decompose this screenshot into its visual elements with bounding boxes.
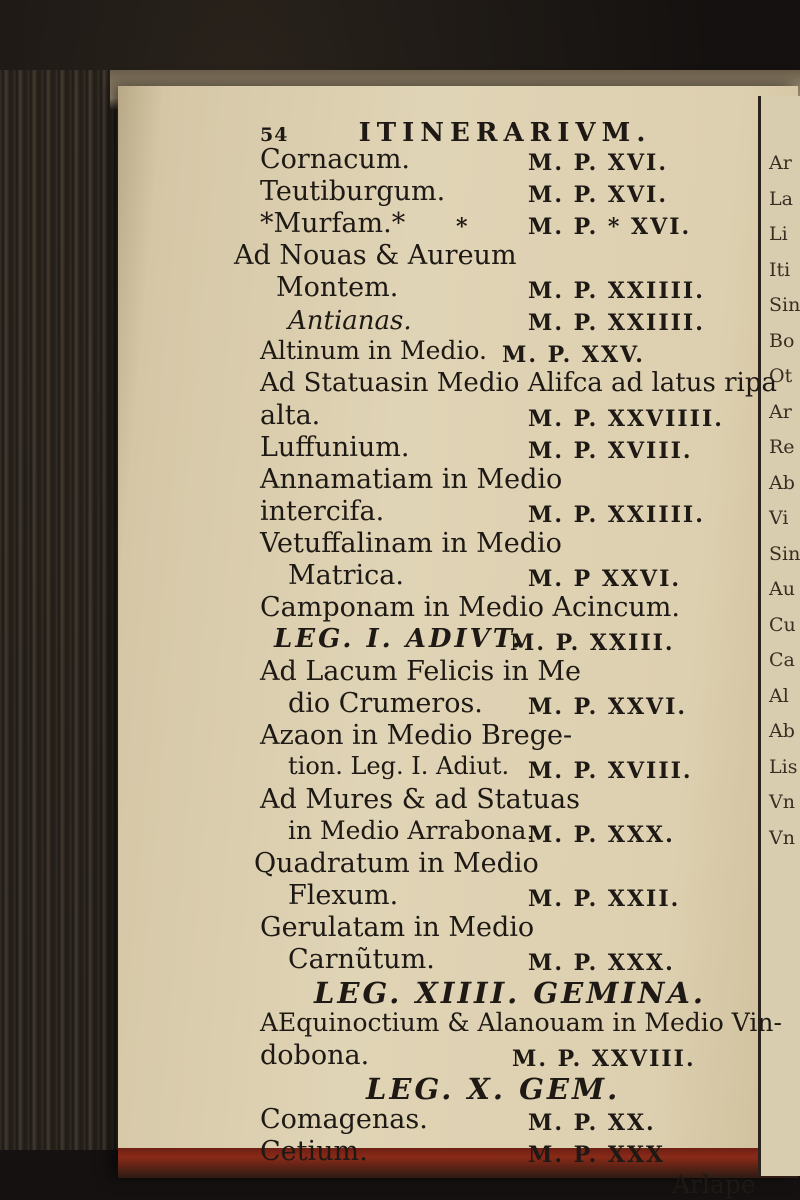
- entry-bregetion: [288, 752, 509, 780]
- next-page-fragment: Al: [769, 684, 789, 707]
- entry-annamatiam: [260, 464, 562, 495]
- place-name: Flexum.: [288, 880, 399, 911]
- next-page-fragment: Ar: [769, 400, 792, 423]
- next-page-fragment: Vn: [769, 826, 795, 849]
- place-name: Comagenas.: [260, 1104, 428, 1135]
- place-name: Ad Lacum Felicis in Me: [260, 656, 582, 687]
- next-page-fragment: Lis: [769, 755, 798, 778]
- distance: M. P. XVI.: [528, 150, 668, 176]
- place-name: in Medio Arrabona.: [288, 816, 535, 845]
- place-name: Luffunium.: [260, 432, 410, 463]
- place-name: Teutiburgum.: [260, 176, 446, 207]
- entry-aequinoctium: [260, 1008, 782, 1037]
- entry-ad-lacum: [260, 656, 581, 687]
- place-name: Cornacum.: [260, 144, 411, 175]
- place-name: Cetium.: [260, 1136, 368, 1167]
- entry-crumeros: [288, 688, 483, 719]
- entry-quadratum: [254, 848, 539, 879]
- entry-carnutum: [288, 944, 435, 975]
- entry-flexum: [288, 880, 398, 911]
- distance: M. P. XXVIIII.: [528, 406, 724, 432]
- place-name: intercifa.: [260, 496, 385, 527]
- distance: M. P. XXIII.: [510, 630, 675, 656]
- place-name: Matrica.: [288, 560, 404, 591]
- entry-leg-x: [366, 1072, 620, 1106]
- entry-luffunium: [260, 432, 410, 463]
- distance: M. P. XXVIII.: [512, 1046, 696, 1072]
- legion-heading: LEG. X. GEM.: [366, 1072, 621, 1106]
- next-page-fragment: Ab: [769, 720, 795, 742]
- entry-ad-statuas: [260, 368, 777, 398]
- place-name: Altinum in Medio.: [260, 336, 487, 365]
- distance: M. P. XX.: [528, 1110, 656, 1136]
- place-name: Quadratum in Medio: [254, 848, 539, 879]
- place-name: AEquinoctium & Alanouam in Medio Vin-: [260, 1008, 782, 1037]
- entry-alta: [260, 400, 320, 431]
- distance: M. P. XVIII.: [528, 758, 693, 784]
- place-name: *Murfam.*: [260, 208, 406, 239]
- entry-vetuffalinam: [260, 528, 562, 559]
- entry-arrabona: [288, 816, 534, 845]
- entry-antianas: [288, 306, 412, 336]
- place-name: Ad Statuasin Medio Alifca ad latus ripa: [260, 368, 777, 398]
- entry-dobona: [260, 1040, 369, 1071]
- next-page-fragment: Ot: [769, 365, 793, 387]
- place-name: Montem.: [276, 272, 399, 303]
- page-number: 54: [260, 124, 289, 146]
- entry-leg-i-adiut: [274, 624, 524, 654]
- entry-leg-xiiii: [314, 976, 706, 1010]
- distance: M. P. XXIIII.: [528, 502, 705, 528]
- distance: M. P. XXV.: [502, 342, 645, 368]
- running-title: ITINERARIVM.: [358, 118, 652, 148]
- distance: M. P. XVI.: [528, 182, 668, 208]
- legion-heading: LEG. XIIII. GEMINA.: [314, 976, 707, 1010]
- next-page-fragment: Vi: [769, 507, 789, 529]
- next-page-fragment: Sin: [769, 542, 800, 565]
- entry-camponam: [260, 592, 680, 623]
- next-page-fragment: Sin: [769, 294, 800, 316]
- entry-matrica: [288, 560, 404, 591]
- place-name: Annamatiam in Medio: [260, 464, 563, 495]
- entry-montem: [276, 272, 398, 303]
- entry-ad-nouas: [234, 240, 517, 271]
- next-page-fragment: La: [769, 187, 793, 210]
- distance: M. P. * XVI.: [528, 214, 692, 240]
- asterisk-mark: *: [456, 214, 470, 240]
- entry-cetium: [260, 1136, 368, 1167]
- next-page-fragment: Au: [769, 578, 795, 600]
- distance: M. P. XXIIII.: [528, 310, 705, 336]
- place-name: dio Crumeros.: [288, 688, 483, 719]
- place-name: Antianas.: [288, 306, 412, 336]
- next-page-fragment: Cu: [769, 613, 796, 636]
- distance: M. P XXVI.: [528, 566, 682, 592]
- place-name: Azaon in Medio Brege-: [260, 720, 573, 751]
- distance: M. P. XXIIII.: [528, 278, 705, 304]
- place-name: Carnũtum.: [288, 944, 435, 975]
- distance: M. P. XVIII.: [528, 438, 693, 464]
- entry-intercifa: [260, 496, 384, 527]
- distance: M. P. XXII.: [528, 886, 681, 912]
- entry-teutiburgum: [260, 176, 445, 207]
- place-name: Vetuffalinam in Medio: [260, 528, 562, 559]
- place-name: Ad Nouas & Aureum: [234, 240, 517, 271]
- entry-altinum: [260, 336, 487, 365]
- next-page-fragment: Iti: [769, 258, 791, 281]
- place-name: Ad Mures & ad Statuas: [260, 784, 580, 815]
- distance: M. P. XXX.: [528, 950, 675, 976]
- next-page-fragment: Ab: [769, 471, 795, 494]
- legion-heading: LEG. I. ADIVT.: [274, 624, 524, 654]
- entry-murfam: [260, 208, 405, 239]
- next-page-fragment: Li: [769, 223, 788, 245]
- next-page-fragment: Vn: [769, 791, 795, 813]
- place-name: Camponam in Medio Acincum.: [260, 592, 680, 623]
- next-page-fragment: Bo: [769, 329, 795, 352]
- place-name: Gerulatam in Medio: [260, 912, 535, 943]
- next-page-fragment: Re: [769, 436, 795, 458]
- place-name: alta.: [260, 400, 321, 431]
- next-page-fragment: Ar: [769, 152, 792, 174]
- next-page-fragment: Ca: [769, 649, 795, 671]
- entry-gerulatam: [260, 912, 534, 943]
- place-name: dobona.: [260, 1040, 370, 1071]
- distance: M. P. XXVI.: [528, 694, 688, 720]
- catchword: Arlape: [672, 1170, 756, 1199]
- place-name: tion. Leg. I. Adiut.: [288, 752, 510, 780]
- distance: M. P. XXX: [528, 1142, 666, 1168]
- entry-comagenas: [260, 1104, 428, 1135]
- entry-cornacum: [260, 144, 410, 175]
- entry-azaon: [260, 720, 572, 751]
- entry-ad-mures: [260, 784, 580, 815]
- distance: M. P. XXX.: [528, 822, 675, 848]
